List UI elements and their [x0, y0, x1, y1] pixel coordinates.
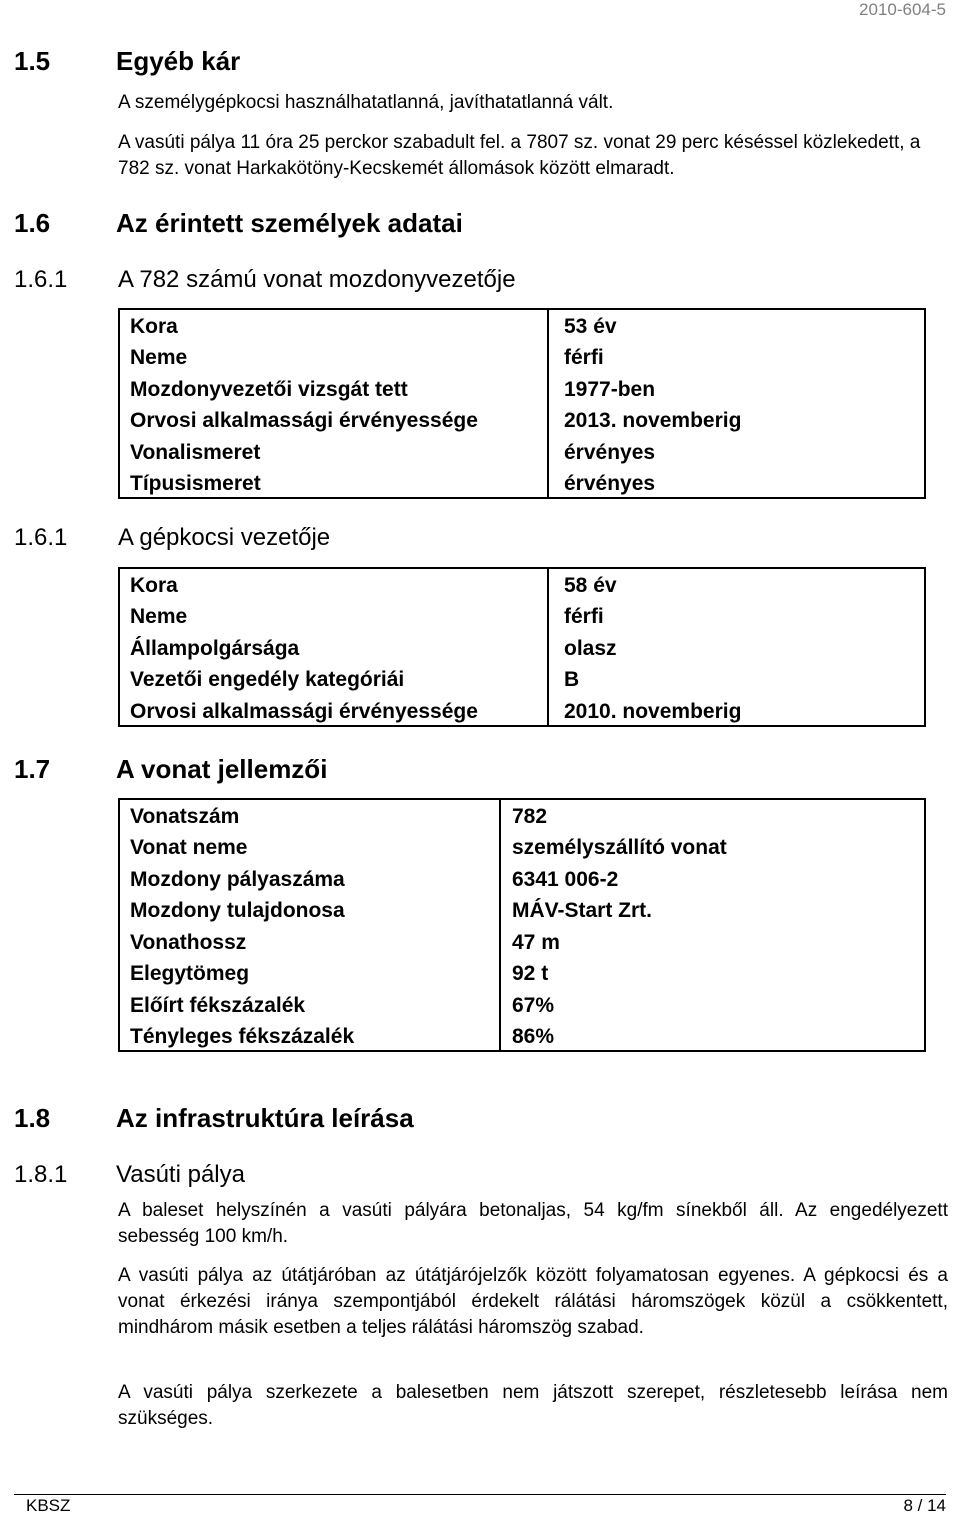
footer-org: KBSZ — [26, 1496, 71, 1515]
table-value: 2010. novemberig — [564, 700, 742, 723]
table-key: Mozdonyvezetői vizsgát tett — [130, 378, 408, 401]
table-value: férfi — [564, 346, 604, 369]
table-value: olasz — [564, 637, 617, 660]
table-value: 2013. novemberig — [564, 409, 742, 432]
section-title: Egyéb kár — [116, 46, 241, 76]
paragraph: A vasúti pálya 11 óra 25 perckor szabadult fel. a 7807 sz. vonat 29 perc késéssel közlekedett, a 782 sz. vonat Harkakötöny-Kecskemét állomások között elmaradt. — [118, 132, 921, 179]
car-driver-data-table — [118, 567, 926, 727]
table-key: Elegytömeg — [130, 962, 250, 985]
table-value: B — [564, 668, 580, 691]
table-key: Kora — [130, 315, 178, 338]
table-value: 53 év — [564, 315, 617, 338]
table-key: Vonalismeret — [130, 441, 261, 464]
table-value: személyszállító vonat — [512, 836, 727, 859]
table-key: Mozdony tulajdonosa — [130, 899, 345, 922]
section-number: 1.7 — [14, 754, 51, 784]
table-divider — [547, 569, 549, 725]
table-key: Kora — [130, 574, 178, 597]
table-key: Előírt fékszázalék — [130, 994, 306, 1017]
table-key: Típusismeret — [130, 472, 261, 495]
section-number: 1.8 — [14, 1103, 51, 1133]
section-number: 1.6 — [14, 208, 51, 238]
table-key: Vonat neme — [130, 836, 248, 859]
table-key: Mozdony pályaszáma — [130, 868, 345, 891]
subsection-title: Vasúti pálya — [116, 1161, 245, 1188]
table-divider — [547, 310, 549, 497]
table-key: Állampolgársága — [130, 637, 300, 660]
section-title: Az érintett személyek adatai — [116, 208, 463, 238]
table-key: Orvosi alkalmassági érvényessége — [130, 700, 478, 723]
table-key: Neme — [130, 346, 188, 369]
table-value: érvényes — [564, 441, 656, 464]
footer-divider — [14, 1494, 946, 1495]
table-value: érvényes — [564, 472, 656, 495]
train-data-table — [118, 798, 926, 1052]
table-divider — [499, 800, 501, 1050]
table-value: 6341 006-2 — [512, 868, 619, 891]
table-key: Vonathossz — [130, 931, 247, 954]
subsection-title: A gépkocsi vezetője — [118, 524, 331, 551]
section-number: 1.5 — [14, 46, 51, 76]
subsection-number: 1.8.1 — [14, 1161, 68, 1188]
table-value: 67% — [512, 994, 555, 1017]
table-key: Orvosi alkalmassági érvényessége — [130, 409, 478, 432]
table-value: 58 év — [564, 574, 617, 597]
table-value: 92 t — [512, 962, 549, 985]
paragraph: A baleset helyszínén a vasúti pályára betonaljas, 54 kg/fm sínekből áll. Az engedélyezett sebesség 100 km/h. — [118, 1200, 948, 1247]
driver-data-table — [118, 308, 926, 499]
paragraph: A személygépkocsi használhatatlanná, javíthatatlanná vált. — [118, 92, 614, 113]
table-key: Vonatszám — [130, 805, 240, 828]
document-id: 2010-604-5 — [859, 0, 946, 19]
section-title: Az infrastruktúra leírása — [116, 1103, 414, 1133]
paragraph: A vasúti pálya szerkezete a balesetben nem játszott szerepet, részletesebb leírása nem szükséges. — [118, 1382, 948, 1429]
table-key: Vezetői engedély kategóriái — [130, 668, 405, 691]
subsection-number: 1.6.1 — [14, 266, 68, 293]
page-number: 8 / 14 — [903, 1496, 946, 1515]
section-title: A vonat jellemzői — [116, 754, 328, 784]
paragraph: A vasúti pálya az útátjáróban az útátjárójelzők között folyamatosan egyenes. A gépkocsi és a vonat érkezési iránya szempontjából érdekelt rálátási háromszögek közül a csökkentett, mindhárom másik esetben a teljes rálátási háromszög szabad. — [118, 1265, 948, 1338]
table-value: 47 m — [512, 931, 560, 954]
subsection-number: 1.6.1 — [14, 524, 68, 551]
table-value: 1977-ben — [564, 378, 656, 401]
table-value: MÁV-Start Zrt. — [512, 899, 653, 922]
table-value: férfi — [564, 605, 604, 628]
table-key: Neme — [130, 605, 188, 628]
subsection-title: A 782 számú vonat mozdonyvezetője — [118, 266, 516, 293]
table-value: 86% — [512, 1025, 555, 1048]
table-value: 782 — [512, 805, 548, 828]
table-key: Tényleges fékszázalék — [130, 1025, 355, 1048]
